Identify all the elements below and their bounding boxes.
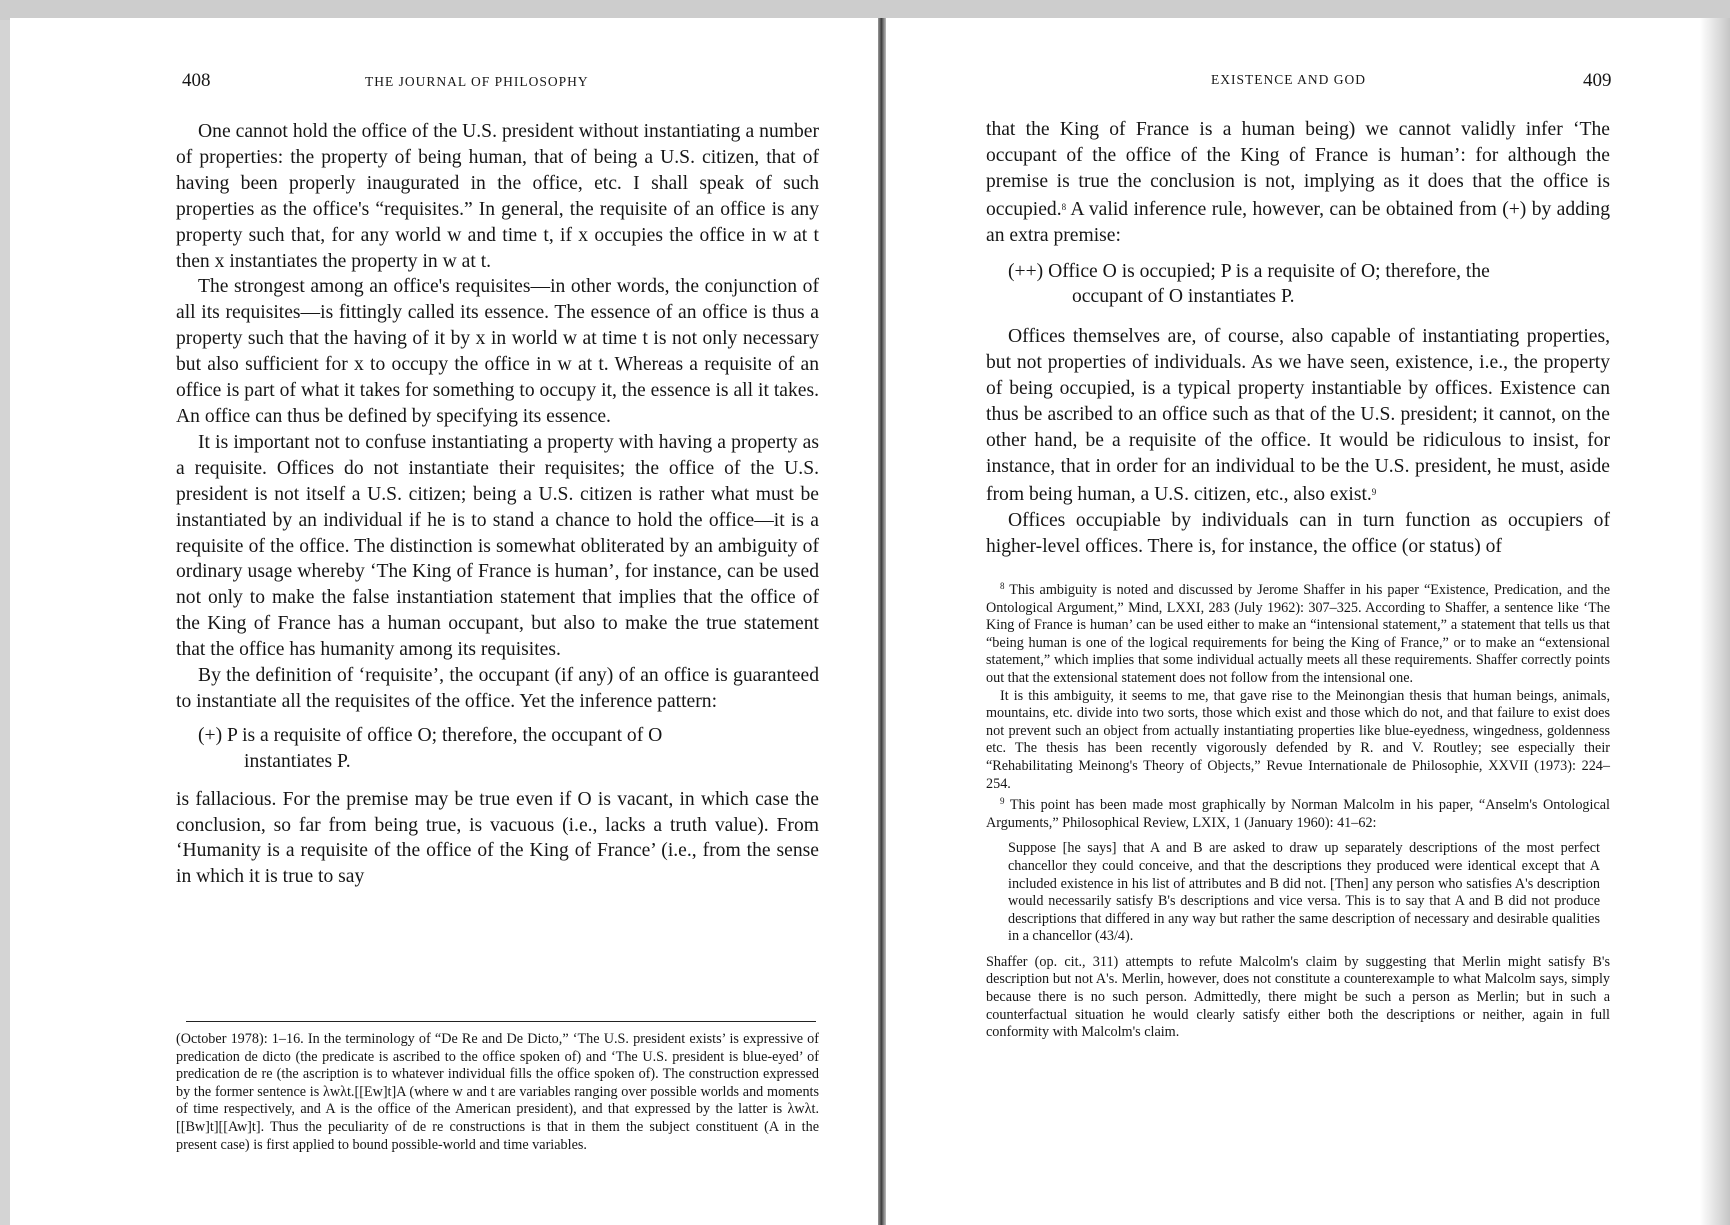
footnote-mark: 8 <box>1061 201 1067 212</box>
paragraph: By the definition of ‘requisite’, the occupant (if any) of an office is guaranteed to instantiate all the requisites of the office. Yet the inference pattern: <box>176 665 819 712</box>
paragraph: Offices themselves are, of course, also capable of instantiating properties, but not properties of individuals. As we have seen, existence, i.e., the property of being occupied, is a typical property instantiable by offices. Existence can thus be ascribed to an office such as that of the U.S. president; it cannot, on the other hand, be a requisite of the office. It would be ridiculous to insist, for instance, that in order for an individual to be the U.S. president, he must, aside from being human, a U.S. citizen, etc., also exist.$^9$ <box>986 326 1610 505</box>
left-page <box>10 18 878 1225</box>
rule-line: occupant of O instantiates P. <box>1072 286 1295 308</box>
paragraph: It is important not to confuse instantiating a property with having a property as a requisite. Offices do not instantiate their requisites; the office of the U.S. president is not itself a U.S. citizen; being a U.S. citizen is rather what must be instantiated by an individual if he is to stand a chance to hold the office—it is a requisite of the office. The distinction is somewhat obliterated by an ambiguity of ordinary usage whereby ‘The King of France is human’, for instance, can be used not only to make the false instantiation statement that implies that the office of the King of France has a human occupant, but also to make the true statement that the office has humanity among its requisites. <box>176 431 819 661</box>
paragraph: One cannot hold the office of the U.S. president without instantiating a number of properties: the property of being human, that of being a U.S. citizen, that of having been properly inaugurated in the office, etc. I shall speak of such properties as the office's “requisites.” In general, the requisite of an office is any property such that, for any world w and time t, if x occupies the office in w at t then x instantiates the property in w at t. <box>176 121 819 272</box>
rule-line: Office O is occupied; P is a requisite of O; therefore, the <box>1048 260 1490 282</box>
page-number: 409 <box>1583 70 1612 91</box>
rule-line: P is a requisite of office O; therefore, the occupant of O <box>227 724 663 746</box>
footnote-9-continued: Shaffer (op. cit., 311) attempts to refute Malcolm's claim by suggesting that Merlin might satisfy B's description but not A's. Merlin, however, does not constitute a counterexample to what Malcolm says, simply because there is no such person. Admittedly, there might be such a person as Merlin; but in such a counterfactual situation he would clearly satisfy either both the descriptions or neither, again in full conformity with Malcolm's claim. <box>986 953 1610 1041</box>
page-number: 408 <box>182 70 211 91</box>
footnote-8: $^8$ This ambiguity is noted and discussed by Jerome Shaffer in his paper “Existence, Predication, and the Ontological Argument,” Mind, LXXI, 283 (July 1962): 307–325. According to Shaffer, a sentence like ‘The King of France is human’ can be used either to make an “intensional statement,” a statement that tells us that “being human is one of the logical requirements for being the King of France,” or to make an “extensional statement,” which implies that some individual actually meets all these requirements. Shaffer correctly points out that the extensional statement does not follow from the intensional one. <box>986 581 1611 686</box>
right-page <box>886 18 1730 1225</box>
scan-edge-shadow <box>1700 18 1730 1225</box>
footnote <box>176 1031 819 1154</box>
paragraph: The strongest among an office's requisites—in other words, the conjunction of all its requisites—is fittingly called its essence. The essence of an office is thus a property such that the having of it by x in world w at time t is not only necessary but also sufficient for x to occupy the office in w at t. Whereas a requisite of an office is part of what it takes for something to occupy it, the essence is all it takes. An office can thus be defined by specifying its essence. <box>176 276 819 427</box>
inference-rule <box>986 259 1610 311</box>
running-head: EXISTENCE AND GOD <box>1211 72 1366 87</box>
rule-line: instantiates P. <box>244 750 351 772</box>
footnote-separator <box>186 1021 816 1022</box>
book-gutter <box>878 18 886 1225</box>
footnote-mark: 9 <box>1371 486 1377 497</box>
footnote-9: $^9$ This point has been made most graphically by Norman Malcolm in his paper, “Anselm's Ontological Arguments,” Philosophical Review, LXIX, 1 (January 1960): 41–62: <box>986 796 1610 831</box>
rule-label: (++) <box>1008 260 1044 282</box>
body-text <box>176 119 819 890</box>
scan-top-margin <box>0 0 1730 20</box>
body-text <box>986 117 1610 560</box>
paragraph: Offices occupiable by individuals can in turn function as occupiers of higher-level offices. There is, for instance, the office (or status) of <box>986 509 1610 557</box>
footnote-text: (October 1978): 1–16. In the terminology of “De Re and De Dicto,” ‘The U.S. president exists’ is expressive of predication de dicto (the predicate is ascribed to the office spoken of) and ‘The U.S. president is blue-eyed’ of predication de re (the ascription is to whatever individual fills the office spoken of). The construction expressed by the former sentence is λwλt.[[Ew]t]A (where w and t are variables ranging over possible worlds and moments of time respectively, and A is the office of the American president), and that expressed by the latter is λwλt.[[Bw]t][[Aw]t]. Thus the peculiarity of de re constructions is that in them the subject constituent (A in the present case) is first applied to bound possible-world and time variables. <box>176 1031 819 1153</box>
paragraph: is fallacious. For the premise may be true even if O is vacant, in which case the conclusion, so far from being true, is vacuous (i.e., lacks a truth value). From ‘Humanity is a requisite of the office of the King of France’ (i.e., from the sense in which it is true to say <box>176 788 819 888</box>
running-head: THE JOURNAL OF PHILOSOPHY <box>365 74 589 89</box>
block-quote: Suppose [he says] that A and B are asked to draw up separately descriptions of the most perfect chancellor they could conceive, and that the descriptions they produced were identical except that A included existence in his list of attributes and B did not. [Then] any person who satisfies A's description would necessarily satisfy B's descriptions and vice versa. This is to say that A and B did not produce descriptions that differed in any way but rather the same description of necessary and desirable qualities in a chancellor (43/4). <box>1008 840 1600 945</box>
inference-rule <box>176 723 819 775</box>
footnotes <box>986 578 1610 1042</box>
rule-label: (+) <box>198 724 223 746</box>
footnote-8-continued: It is this ambiguity, it seems to me, that gave rise to the Meinongian thesis that human beings, animals, mountains, etc. divide into two sorts, those which exist and those which do not, and that failure to exist does not prevent such an object from actually instantiating properties like blue-eyedness, wingedness, goldenness etc. The thesis has been recently vigorously defended by R. and V. Routley; see especially their “Rehabilitating Meinong's Theory of Objects,” Revue Internationale de Philosophie, XXVII (1973): 224–254. <box>986 687 1610 792</box>
paragraph: that the King of France is a human being) we cannot validly infer ‘The occupant of the office of the King of France is human’: for although the premise is true the conclusion is not, implying as it does that the office is occupied.$^8$ A valid inference rule, however, can be obtained from (+) by adding an extra premise: <box>986 119 1610 246</box>
